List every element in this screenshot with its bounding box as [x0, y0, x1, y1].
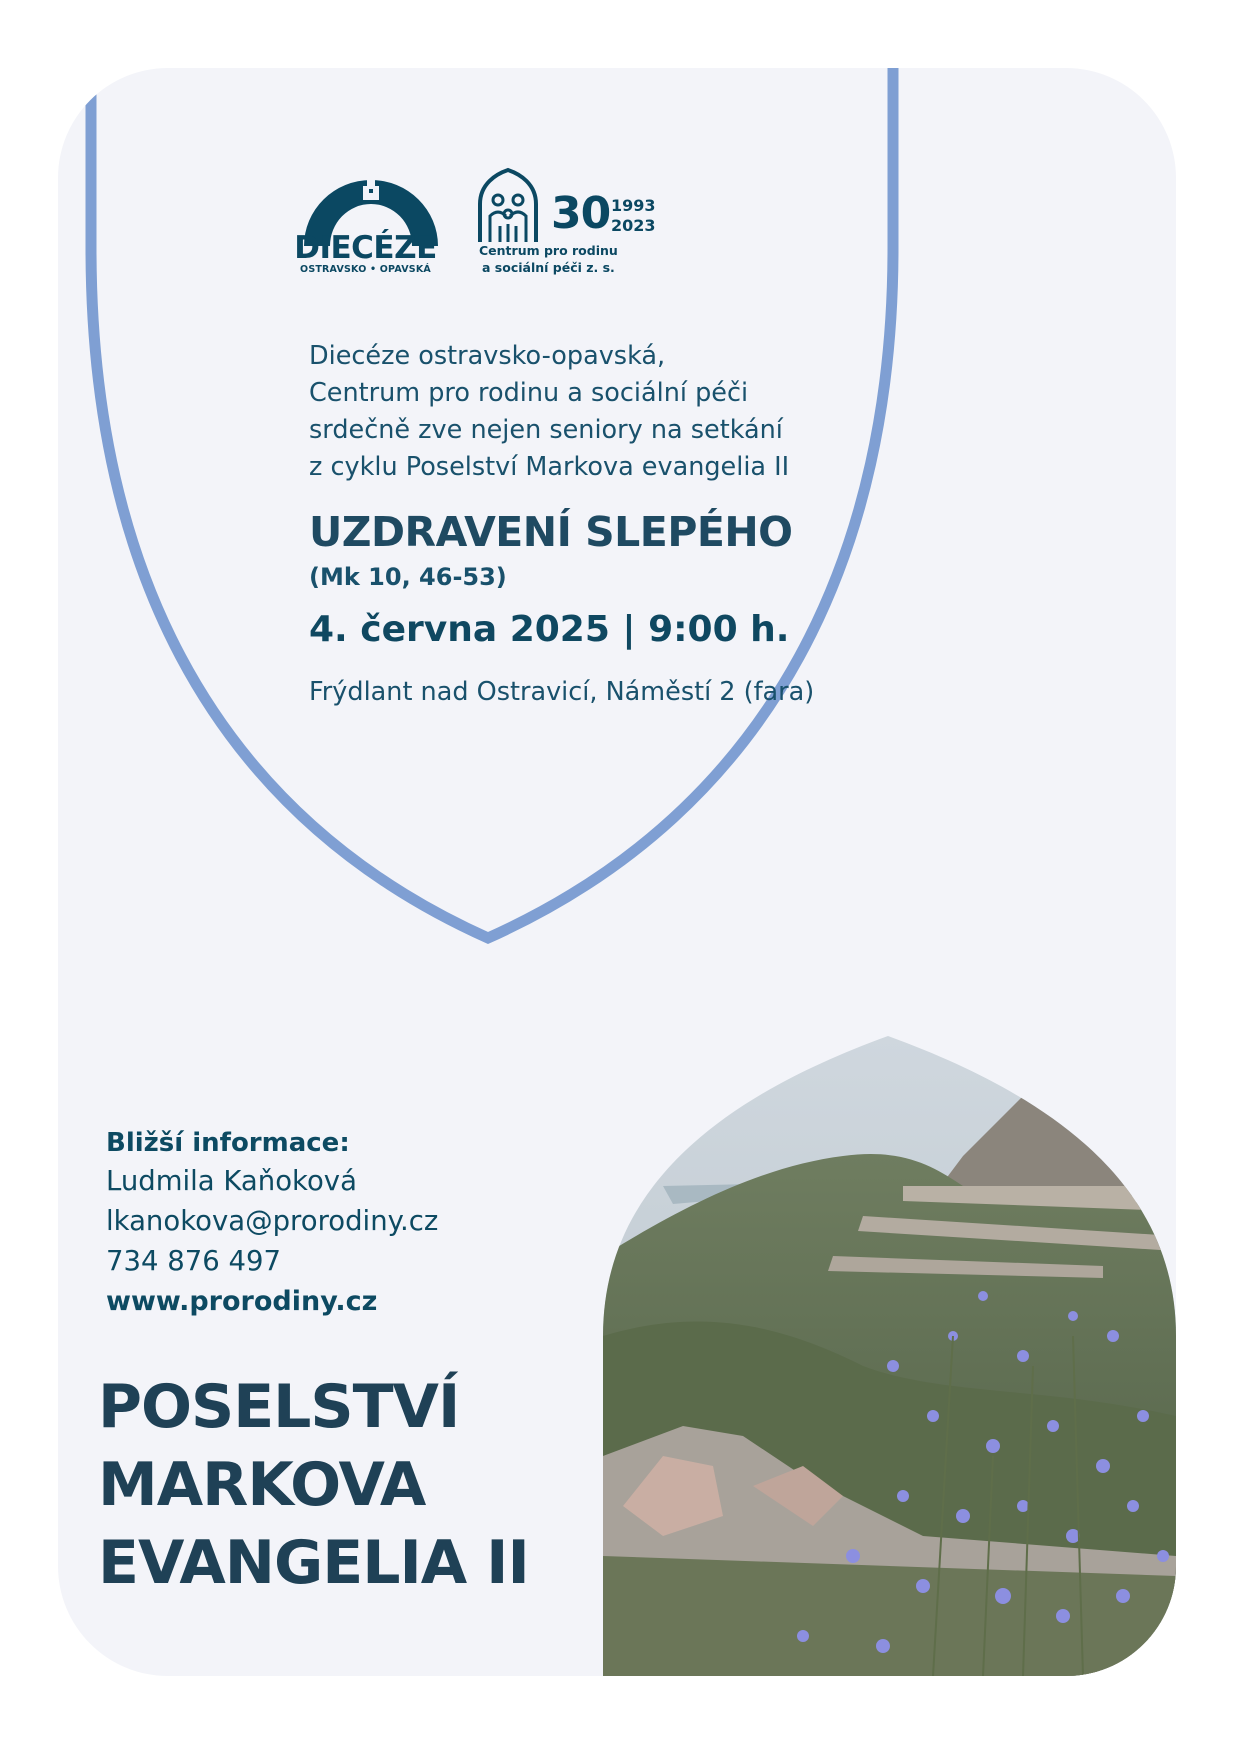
event-date-time: 4. června 2025 | 9:00 h. — [309, 609, 790, 650]
family-arch-icon — [476, 166, 548, 246]
event-place: Frýdlant nad Ostravicí, Náměstí 2 (fara) — [309, 677, 815, 707]
year-start: 1993 — [611, 196, 656, 215]
poster-card — [58, 68, 1176, 1676]
invitation-intro — [309, 338, 789, 486]
series-line: POSELSTVÍ — [98, 1372, 460, 1442]
center-name-line2: a sociální péči z. s. — [482, 260, 615, 275]
intro-line: z cyklu Poselství Markova evangelia II — [309, 452, 790, 482]
series-line: EVANGELIA II — [98, 1528, 529, 1598]
intro-line: Diecéze ostravsko-opavská, — [309, 341, 666, 371]
intro-line: srdečně zve nejen seniory na setkání — [309, 415, 783, 445]
center-name-line1: Centrum pro rodinu — [479, 243, 618, 258]
event-reference: (Mk 10, 46-53) — [309, 563, 507, 591]
landscape-photo — [603, 1036, 1176, 1676]
year-end: 2023 — [611, 216, 656, 235]
series-title — [98, 1368, 529, 1602]
series-line: MARKOVA — [98, 1450, 426, 1520]
event-title: UZDRAVENÍ SLEPÉHO — [309, 508, 793, 556]
anniversary-number: 30 — [551, 188, 611, 239]
contact-heading: Bližší informace: — [106, 1128, 350, 1158]
contact-person: Ludmila Kaňoková — [106, 1165, 357, 1197]
contact-phone[interactable]: 734 876 497 — [106, 1245, 281, 1277]
diocese-name: DIECÉZE — [294, 230, 437, 266]
intro-line: Centrum pro rodinu a sociální péči — [309, 378, 749, 408]
contact-email[interactable]: lkanokova@prorodiny.cz — [106, 1205, 439, 1237]
contact-web[interactable]: www.prorodiny.cz — [106, 1286, 378, 1317]
diocese-subtitle: OSTRAVSKO • OPAVSKÁ — [300, 264, 431, 275]
